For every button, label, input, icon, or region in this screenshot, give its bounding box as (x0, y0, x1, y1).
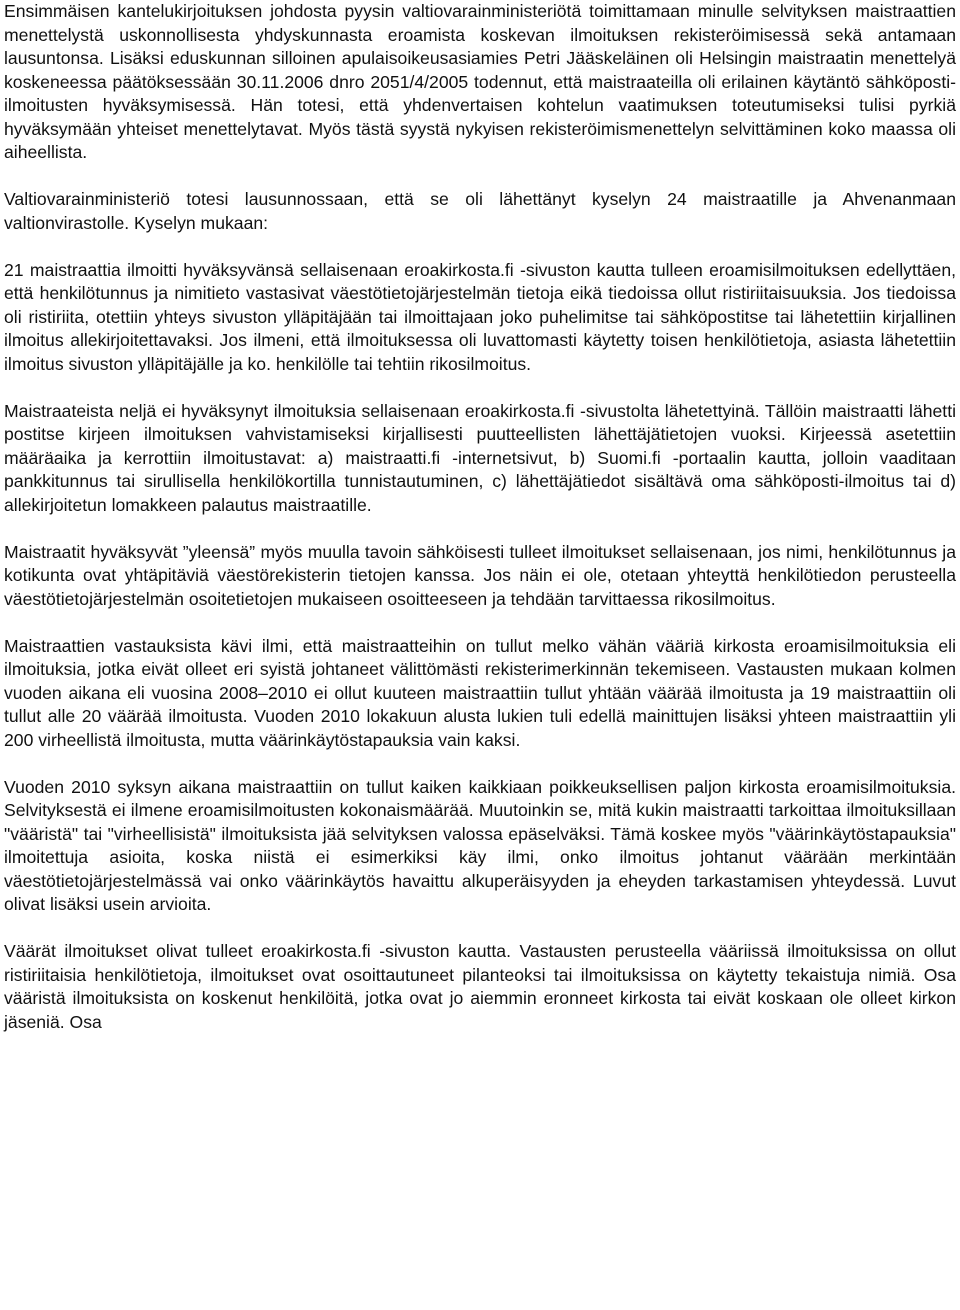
paragraph-3: 21 maistraattia ilmoitti hyväksyvänsä sellaisenaan eroakirkosta.fi -sivuston kautta tulleen eroamisilmoituksen edellyttäen, että henkilötunnus ja nimitieto vastasivat väestötietojärjestelmän tietoja eikä tiedoissa ollut ristiriitaisuuksia. Jos tiedoissa oli ristiriita, otettiin yhteys sivuston ylläpitäjään tai ilmoittajaan joko puhelimitse tai sähköpostitse tai lähetettiin kirjallinen ilmoitus allekirjoitettavaksi. Jos ilmeni, että ilmoituksessa oli luvattomasti käytetty toisen henkilötietoja, asiasta lähetettiin ilmoitus sivuston ylläpitäjälle ja ko. henkilölle tai tehtiin rikosilmoitus. (4, 259, 956, 374)
paragraph-spacer (4, 517, 956, 541)
paragraph-8: Väärät ilmoitukset olivat tulleet eroakirkosta.fi -sivuston kautta. Vastausten perusteella vääriissä ilmoituksissa on ollut ristiriitaisia henkilötietoja, ilmoitukset ovat osoittautuneet pilanteoksi tai ilmoituksissa on käytetty tekaistuja nimiä. Osa vääristä ilmoituksista on koskenut henkilöitä, jotka ovat jo aiemmin eronneet kirkosta tai eivät koskaan ole olleet kirkon jäseniä. Osa (4, 941, 956, 1032)
paragraph-7: Vuoden 2010 syksyn aikana maistraattiin on tullut kaiken kaikkiaan poikkeuksellisen paljon kirkosta eroamisilmoituksia. Selvityksestä ei ilmene eroamisilmoitusten kokonaismäärää. Muutoinkin se, mitä kukin maistraatti tarkoittaa ilmoituksillaan "vääristä" tai "virheellisistä" ilmoituksista jää selvityksen valossa epäselväksi. Tämä koskee myös "väärinkäytöstapauksia" ilmoitettuja asioita, koska niistä ei esimerkiksi käy ilmi, onko ilmoitus johtanut väärään merkintään väestötietojärjestelmässä vai onko väärinkäytös havaittu alkuperäisyyden ja eheyden tarkastamisen yhteydessä. Luvut olivat lisäksi usein arvioita. (4, 776, 956, 914)
paragraph-spacer (4, 376, 956, 400)
paragraph-spacer (4, 235, 956, 259)
paragraph-spacer (4, 752, 956, 776)
paragraph-6: Maistraattien vastauksista kävi ilmi, että maistraatteihin on tullut melko vähän vääriä kirkosta eroamisilmoituksia eli ilmoituksia, jotka eivät olleet eri syistä johtaneet välittömästi rekisterimerkinnän tekemiseen. Vastausten mukaan kolmen vuoden aikana eli vuosina 2008–2010 ei ollut kuuteen maistraattiin tullut yhtään väärää ilmoitusta ja 19 maistraattiin oli tullut alle 20 väärää ilmoitusta. Vuoden 2010 lokakuun alusta lukien tuli edellä mainittujen lisäksi yhteen maistraattiin yli 200 virheellistä ilmoitusta, mutta väärinkäytöstapauksia vain kaksi. (4, 635, 956, 750)
paragraph-5: Maistraatit hyväksyvät ”yleensä” myös muulla tavoin sähköisesti tulleet ilmoitukset sellaisenaan, jos nimi, henkilötunnus ja kotikunta ovat yhtäpitäviä väestörekisterin tietojen kanssa. Jos näin ei ole, otetaan yhteyttä henkilötiedon perusteella väestötietojärjestelmän osoitetietojen mukaiseen osoitteeseen ja tehdään tarvittaessa rikosilmoitus. (4, 541, 956, 609)
paragraph-spacer (4, 611, 956, 635)
paragraph-2: Valtiovarainministeriö totesi lausunnossaan, että se oli lähettänyt kyselyn 24 maistraatille ja Ahvenanmaan valtionvirastolle. Kyselyn mukaan: (4, 189, 956, 233)
paragraph-spacer (4, 917, 956, 941)
paragraph-4: Maistraateista neljä ei hyväksynyt ilmoituksia sellaisenaan eroakirkosta.fi -sivustolta lähetettyinä. Tällöin maistraatti lähetti postitse kirjeen ilmoituksen vahvistamiseksi kirjallisesti puutteellisten lähettäjätietojen vuoksi. Kirjeessä asetettiin määräaika ja kerrottiin ilmoitustavat: a) maistraatti.fi -internetsivut, b) Suomi.fi -portaalin kautta, jolloin vaaditaan pankkitunnus tai sirullisella henkilökortilla tunnistautuminen, c) lähettäjätiedot sisältävä oma sähköposti-ilmoitus tai d) allekirjoitetun lomakkeen palautus maistraatille. (4, 400, 956, 515)
paragraph-1: Ensimmäisen kantelukirjoituksen johdosta pyysin valtiovarainministeriötä toimittamaan minulle selvityksen maistraattien menettelystä uskonnollisesta yhdyskunnasta eroamista koskevan ilmoituksen rekisteröimisessä sekä antamaan lausuntonsa. Lisäksi eduskunnan silloinen apulaisoikeusasiamies Petri Jääskeläinen oli Helsingin maistraatin menettelyä koskeneessa päätöksessään 30.11.2006 dnro 2051/4/2005 todennut, että maistraateilla oli erilainen käytäntö sähköposti-ilmoitusten hyväksymisessä. Hän totesi, että yhdenvertaisen kohtelun vaatimuksen toteutumiseksi tulisi pyrkiä hyväksymään yhteiset menettelytavat. Myös tästä syystä nykyisen rekisteröimismenettelyn selvittäminen koko maassa oli aiheellista. (4, 1, 956, 162)
paragraph-spacer (4, 165, 956, 189)
